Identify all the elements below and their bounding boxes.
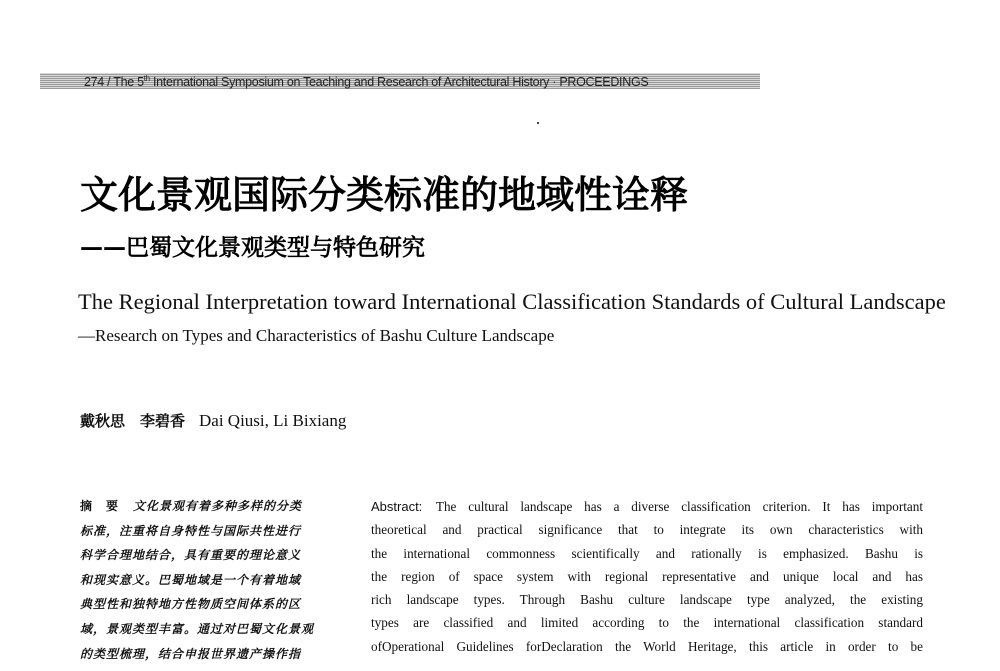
abstract-english-line: rich landscape types. Through Bashu culture landscape type analyzed, the existing <box>371 592 923 608</box>
header-separator: / The 5 <box>103 75 144 90</box>
abstract-english <box>371 495 923 658</box>
running-header <box>84 74 648 89</box>
abstract-chinese-line: 域，景观类型丰富。通过对巴蜀文化景观 <box>80 621 315 636</box>
abstract-english-line: the region of space system with regional representative and unique local and has <box>371 568 923 584</box>
page-subtitle-chinese: ——巴蜀文化景观类型与特色研究 <box>80 235 425 261</box>
author-line <box>80 410 346 431</box>
abstract-chinese-label: 摘 要 <box>80 499 120 513</box>
abstract-chinese-line: 的类型梳理，结合申报世界遗产操作指 <box>80 646 302 661</box>
abstract-english-line: the international commonness scientifically and rationally is emphasized. Bashu is <box>371 545 923 561</box>
page-number: 274 <box>84 75 104 90</box>
abstract-chinese-line: 和现实意义。巴蜀地域是一个有着地域 <box>80 572 302 587</box>
abstract-chinese-line: 标准，注重将自身特性与国际共性进行 <box>80 523 302 538</box>
abstract-english-line: Abstract: The cultural landscape has a diverse classification criterion. It has important <box>371 499 923 514</box>
page-title-chinese: 文化景观国际分类标准的地域性诠释 <box>80 173 689 217</box>
abstract-english-line: ofOperational Guidelines forDeclaration the World Heritage, this article in order to be <box>371 638 923 654</box>
abstract-chinese <box>80 494 342 666</box>
header-proceedings: International Symposium on Teaching and Research of Architectural History · PROCEEDINGS <box>149 75 649 90</box>
header-ordinal: th <box>143 74 150 83</box>
page-title-english: The Regional Interpretation toward International Classification Standards of Cultural Landscape <box>78 289 946 314</box>
abstract-chinese-line: 摘 要 文化景观有着多种多样的分类 <box>80 499 303 513</box>
abstract-chinese-line: 典型性和独特地方性物质空间体系的区 <box>80 597 302 612</box>
authors-chinese: 戴秋思 李碧香 <box>80 412 186 430</box>
page-subtitle-english: —Research on Types and Characteristics of Bashu Culture Landscape <box>78 326 555 345</box>
abstract-english-line: theoretical and practical significance that to integrate its own characteristics with <box>371 522 923 538</box>
speck-mark <box>537 122 539 124</box>
abstract-english-line: types are classified and limited according to the international classification standard <box>371 615 923 631</box>
abstract-chinese-line: 科学合理地结合，具有重要的理论意义 <box>80 548 302 563</box>
abstract-english-label: Abstract: <box>371 499 423 514</box>
authors-english: Dai Qiusi, Li Bixiang <box>199 411 347 430</box>
